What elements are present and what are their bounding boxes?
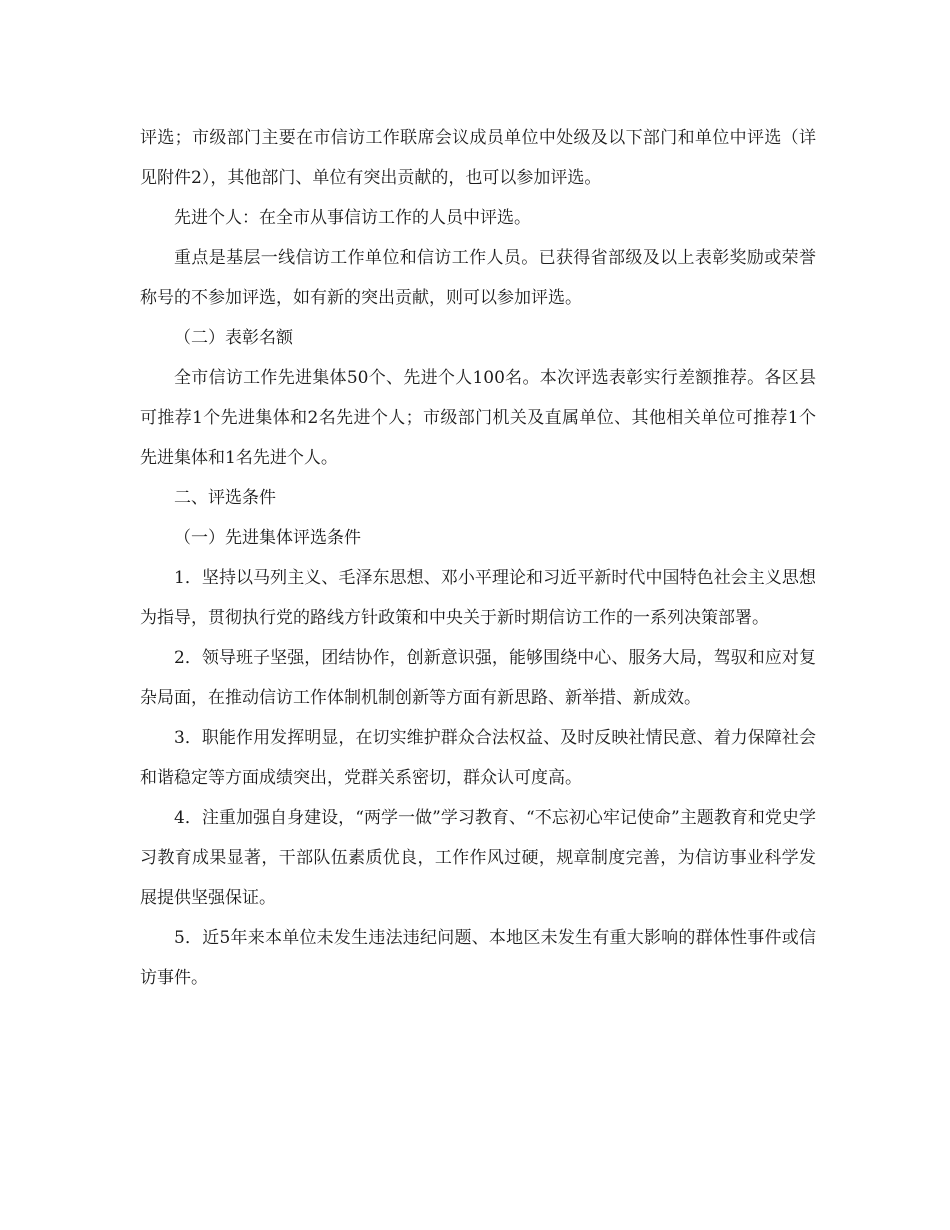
section-heading-criteria: 二、评选条件	[174, 488, 276, 508]
paragraph-2: 先进个人：在全市从事信访工作的人员中评选。	[174, 208, 531, 228]
criteria-item-5: 5．近5年来本单位未发生违法违纪问题、本地区未发生有重大影响的群体性事件或信访事件。	[140, 928, 816, 988]
criteria-item-2: 2．领导班子坚强，团结协作，创新意识强，能够围绕中心、服务大局，驾驭和应对复杂局面，在推动信访工作体制机制创新等方面有新思路、新举措、新成效。	[140, 648, 816, 708]
document-body	[140, 118, 816, 998]
criteria-item-4: 4．注重加强自身建设，“两学一做”学习教育、“不忘初心牢记使命”主题教育和党史学习教育成果显著，干部队伍素质优良，工作作风过硬，规章制度完善，为信访事业科学发展提供坚强保证。	[140, 808, 816, 908]
criteria-item-1: 1．坚持以马列主义、毛泽东思想、邓小平理论和习近平新时代中国特色社会主义思想为指导，贯彻执行党的路线方针政策和中央关于新时期信访工作的一系列决策部署。	[140, 568, 816, 628]
paragraph-1: 评选；市级部门主要在市信访工作联席会议成员单位中处级及以下部门和单位中评选（详见附件2），其他部门、单位有突出贡献的，也可以参加评选。	[140, 128, 816, 188]
paragraph-3: 重点是基层一线信访工作单位和信访工作人员。已获得省部级及以上表彰奖励或荣誉称号的不参加评选，如有新的突出贡献，则可以参加评选。	[140, 248, 816, 308]
paragraph-5: 全市信访工作先进集体50个、先进个人100名。本次评选表彰实行差额推荐。各区县可推荐1个先进集体和2名先进个人；市级部门机关及直属单位、其他相关单位可推荐1个先进集体和1名先进个人。	[140, 368, 816, 468]
subsection-heading-collective: （一）先进集体评选条件	[174, 528, 361, 548]
criteria-item-3: 3．职能作用发挥明显，在切实维护群众合法权益、及时反映社情民意、着力保障社会和谐稳定等方面成绩突出，党群关系密切，群众认可度高。	[140, 728, 816, 788]
section-heading-quota: （二）表彰名额	[174, 328, 293, 348]
